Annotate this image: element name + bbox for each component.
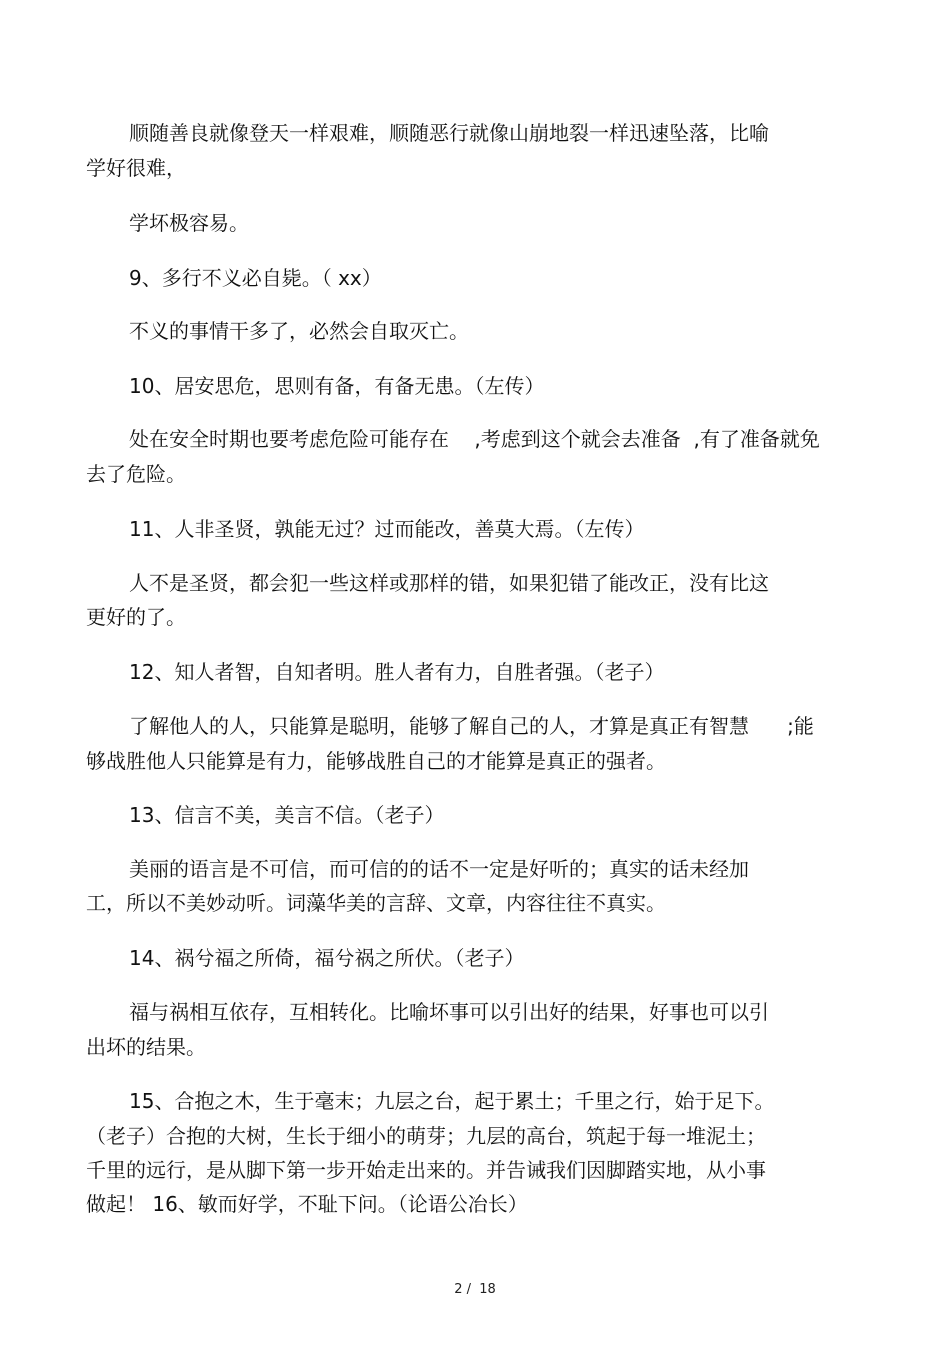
text-line: 美丽的语言是不可信，而可信的的话不一定是好听的；真实的话未经加: [129, 857, 749, 881]
text-line: 工，所以不美妙动听。词藻华美的言辞、文章，内容往往不真实。: [86, 891, 666, 915]
text-line: 不义的事情干多了，必然会自取灭亡。: [129, 319, 469, 343]
text-line: 学坏极容易。: [129, 211, 249, 235]
text-line: 出坏的结果。: [86, 1035, 206, 1059]
list-item-heading: 10、居安思危，思则有备，有备无患。（左传）: [129, 374, 545, 398]
list-item-heading: 14、祸兮福之所倚，福兮祸之所伏。（老子）: [129, 946, 525, 970]
text-line: 顺随善良就像登天一样艰难，顺随恶行就像山崩地裂一样迅速坠落，比喻: [129, 121, 769, 145]
list-item-heading: 9、多行不义必自毙。（ xx）: [129, 266, 382, 290]
text-line: 了解他人的人，只能算是聪明，能够了解自己的人，才算是真正有智慧 ;能: [129, 714, 814, 738]
text-line: 处在安全时期也要考虑危险可能存在 ,考虑到这个就会去准备 ,有了准备就免: [129, 427, 820, 451]
text-line: 学好很难，: [86, 156, 186, 180]
text-line: 去了危险。: [86, 462, 186, 486]
text-line: 人不是圣贤，都会犯一些这样或那样的错，如果犯错了能改正，没有比这: [129, 571, 769, 595]
text-line: 够战胜他人只能算是有力，能够战胜自己的才能算是真正的强者。: [86, 749, 666, 773]
list-item-heading: 13、信言不美，美言不信。（老子）: [129, 803, 445, 827]
text-line: （老子）合抱的大树，生长于细小的萌芽；九层的高台，筑起于每一堆泥土；: [86, 1124, 766, 1148]
text-line: 福与祸相互依存，互相转化。比喻坏事可以引出好的结果，好事也可以引: [129, 1000, 769, 1024]
list-item-heading: 11、人非圣贤，孰能无过？过而能改，善莫大焉。（左传）: [129, 517, 645, 541]
text-line: 千里的远行，是从脚下第一步开始走出来的。并告诫我们因脚踏实地，从小事: [86, 1158, 766, 1182]
page-number: 2 / 18: [454, 1282, 496, 1297]
text-line: 做起！ 16、敏而好学，不耻下问。（论语公冶长）: [86, 1192, 528, 1216]
text-line: 更好的了。: [86, 605, 186, 629]
list-item-heading: 12、知人者智，自知者明。胜人者有力，自胜者强。（老子）: [129, 660, 665, 684]
list-item-heading: 15、合抱之木，生于毫末；九层之台，起于累土；千里之行，始于足下。: [129, 1089, 775, 1113]
